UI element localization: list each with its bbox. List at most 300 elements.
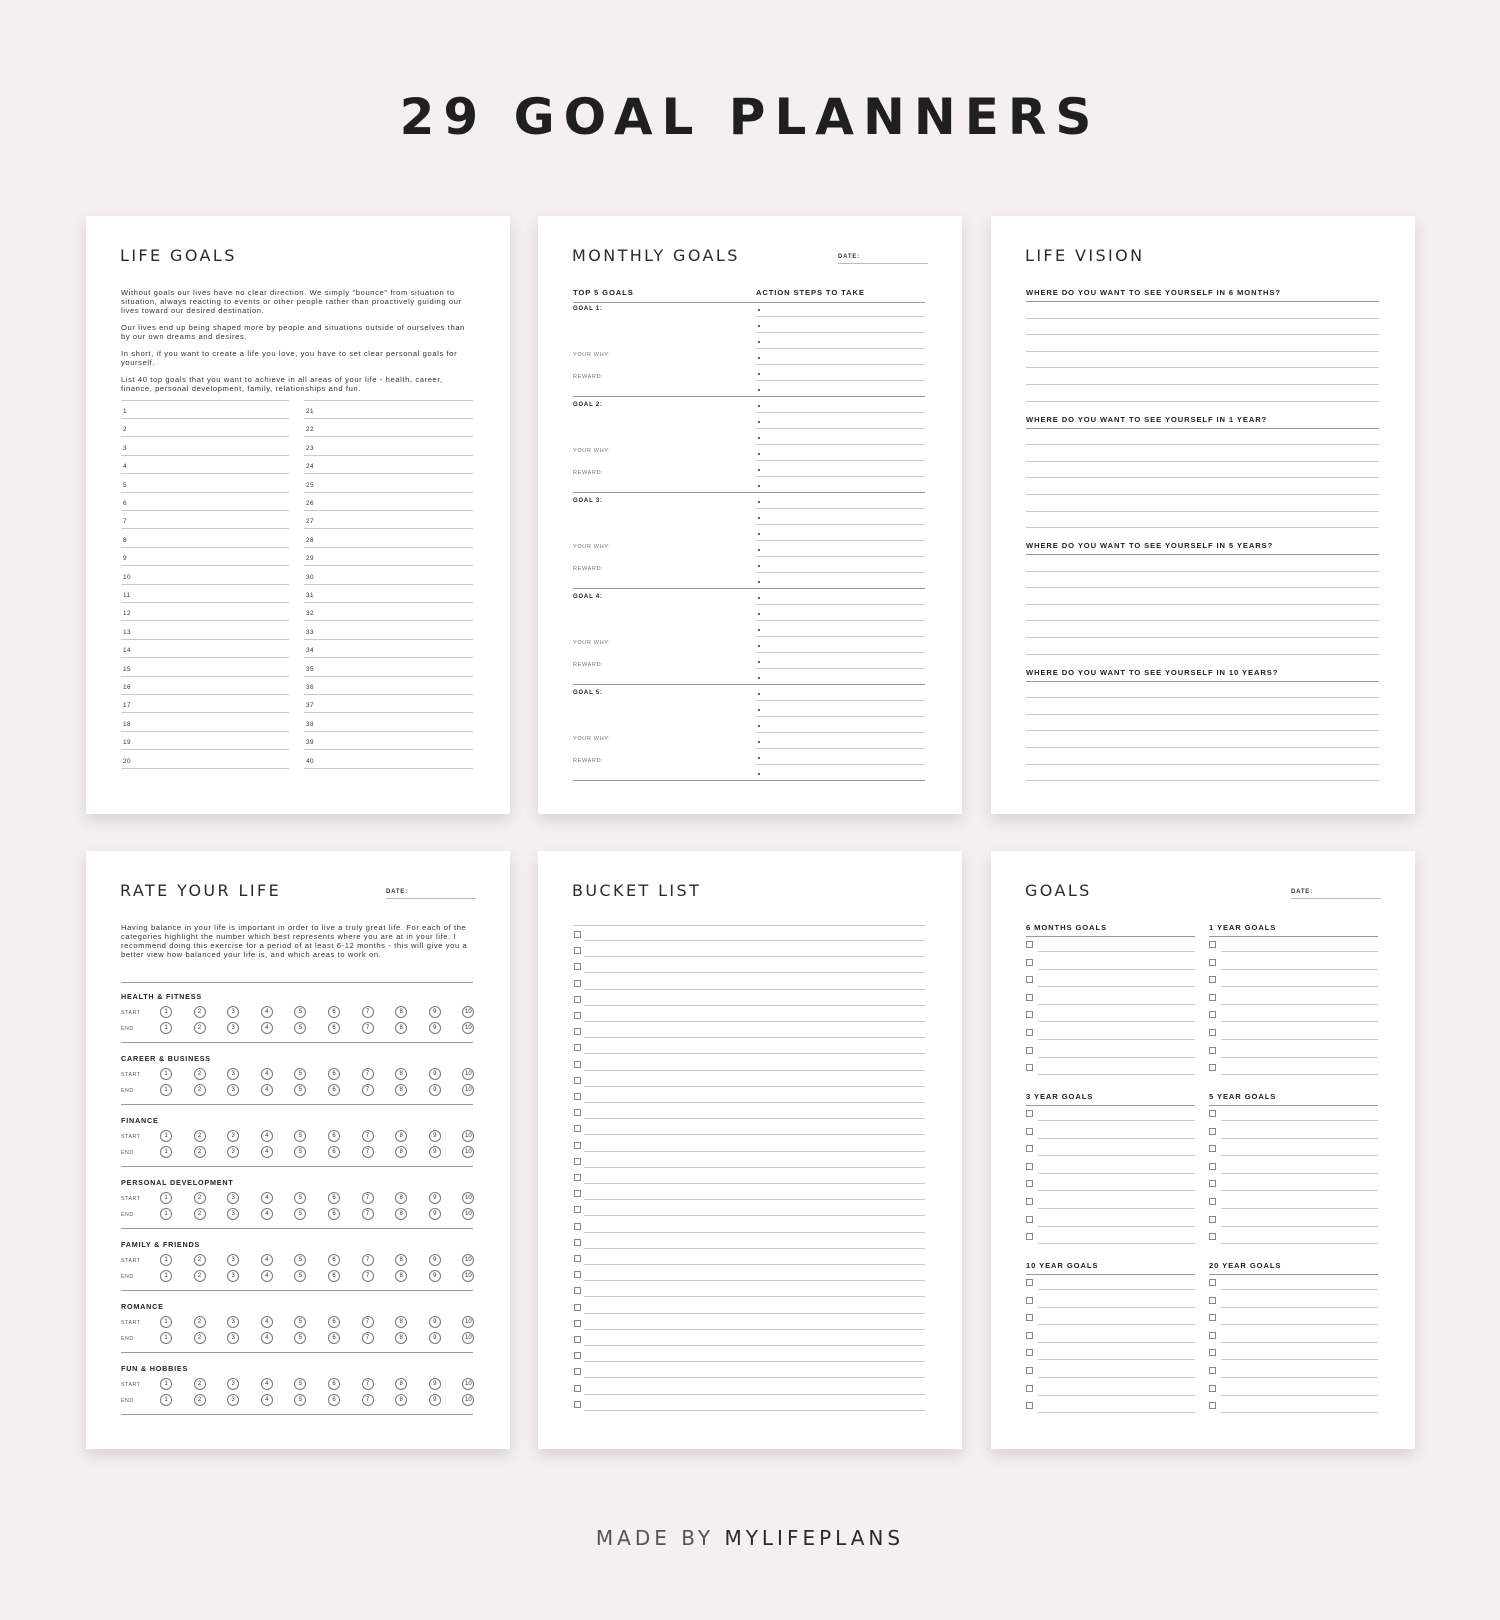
rating-circle[interactable]: 2	[194, 1130, 206, 1142]
rating-circle[interactable]: 10	[462, 1146, 474, 1158]
goal-line[interactable]	[304, 602, 473, 603]
rating-circle[interactable]: 6	[328, 1378, 340, 1390]
rating-circle[interactable]: 4	[261, 1254, 273, 1266]
checkbox[interactable]	[1209, 1314, 1216, 1321]
checkbox[interactable]	[1026, 1198, 1033, 1205]
bucket-line[interactable]	[584, 1410, 925, 1411]
bucket-line[interactable]	[584, 1021, 925, 1022]
checkbox[interactable]	[574, 1142, 581, 1149]
checkbox[interactable]	[1026, 1297, 1033, 1304]
rating-circle[interactable]: 1	[160, 1022, 172, 1034]
goal-line[interactable]	[1038, 1395, 1195, 1396]
checkbox[interactable]	[574, 931, 581, 938]
action-step-line[interactable]	[756, 476, 925, 477]
action-step-line[interactable]	[756, 700, 925, 701]
checkbox[interactable]	[1026, 1233, 1033, 1240]
bucket-line[interactable]	[584, 1102, 925, 1103]
goal-line[interactable]	[1221, 1120, 1378, 1121]
goal-line[interactable]	[1221, 986, 1378, 987]
rating-circle[interactable]: 7	[362, 1270, 374, 1282]
rating-circle[interactable]: 4	[261, 1316, 273, 1328]
answer-line[interactable]	[1026, 367, 1379, 368]
checkbox[interactable]	[1209, 1128, 1216, 1135]
goal-line[interactable]	[1038, 951, 1195, 952]
rating-circle[interactable]: 6	[328, 1084, 340, 1096]
checkbox[interactable]	[1026, 994, 1033, 1001]
goal-line[interactable]	[1038, 1243, 1195, 1244]
rating-circle[interactable]: 9	[429, 1208, 441, 1220]
checkbox[interactable]	[574, 1352, 581, 1359]
action-step-line[interactable]	[756, 524, 925, 525]
rating-circle[interactable]: 1	[160, 1084, 172, 1096]
checkbox[interactable]	[1209, 1110, 1216, 1117]
rating-circle[interactable]: 7	[362, 1332, 374, 1344]
bucket-line[interactable]	[584, 1070, 925, 1071]
goal-line[interactable]	[121, 436, 289, 437]
checkbox[interactable]	[1209, 1198, 1216, 1205]
checkbox[interactable]	[1026, 1029, 1033, 1036]
rating-circle[interactable]: 2	[194, 1084, 206, 1096]
goal-line[interactable]	[1221, 951, 1378, 952]
goal-line[interactable]	[1038, 1173, 1195, 1174]
goal-line[interactable]	[121, 510, 289, 511]
rating-circle[interactable]: 3	[227, 1084, 239, 1096]
rating-circle[interactable]: 2	[194, 1068, 206, 1080]
checkbox[interactable]	[1209, 1216, 1216, 1223]
rating-circle[interactable]: 2	[194, 1270, 206, 1282]
checkbox[interactable]	[1026, 1163, 1033, 1170]
checkbox[interactable]	[574, 1125, 581, 1132]
rating-circle[interactable]: 1	[160, 1316, 172, 1328]
goal-line[interactable]	[304, 639, 473, 640]
checkbox[interactable]	[1026, 1064, 1033, 1071]
goal-line[interactable]	[1038, 1138, 1195, 1139]
checkbox[interactable]	[574, 996, 581, 1003]
action-step-line[interactable]	[756, 332, 925, 333]
goal-line[interactable]	[304, 712, 473, 713]
checkbox[interactable]	[1026, 1110, 1033, 1117]
rating-circle[interactable]: 8	[395, 1022, 407, 1034]
goal-line[interactable]	[1221, 1190, 1378, 1191]
answer-line[interactable]	[1026, 764, 1379, 765]
rating-circle[interactable]: 8	[395, 1006, 407, 1018]
rating-circle[interactable]: 2	[194, 1146, 206, 1158]
rating-circle[interactable]: 10	[462, 1378, 474, 1390]
action-step-line[interactable]	[756, 316, 925, 317]
bucket-line[interactable]	[584, 1280, 925, 1281]
goal-line[interactable]	[121, 749, 289, 750]
answer-line[interactable]	[1026, 318, 1379, 319]
rating-circle[interactable]: 4	[261, 1192, 273, 1204]
checkbox[interactable]	[1209, 1180, 1216, 1187]
rating-circle[interactable]: 5	[294, 1208, 306, 1220]
goal-line[interactable]	[304, 418, 473, 419]
goal-line[interactable]	[1221, 1208, 1378, 1209]
goal-line[interactable]	[1038, 1120, 1195, 1121]
goal-line[interactable]	[1038, 1307, 1195, 1308]
bucket-line[interactable]	[584, 1361, 925, 1362]
checkbox[interactable]	[1209, 976, 1216, 983]
rating-circle[interactable]: 3	[227, 1146, 239, 1158]
goal-line[interactable]	[304, 436, 473, 437]
rating-circle[interactable]: 1	[160, 1332, 172, 1344]
checkbox[interactable]	[1209, 1145, 1216, 1152]
rating-circle[interactable]: 10	[462, 1006, 474, 1018]
checkbox[interactable]	[1026, 959, 1033, 966]
rating-circle[interactable]: 5	[294, 1022, 306, 1034]
rating-circle[interactable]: 10	[462, 1270, 474, 1282]
rating-circle[interactable]: 5	[294, 1316, 306, 1328]
rating-circle[interactable]: 6	[328, 1394, 340, 1406]
rating-circle[interactable]: 6	[328, 1130, 340, 1142]
rating-circle[interactable]: 1	[160, 1130, 172, 1142]
goal-line[interactable]	[121, 620, 289, 621]
goal-line[interactable]	[304, 584, 473, 585]
goal-line[interactable]	[1038, 1004, 1195, 1005]
rating-circle[interactable]: 4	[261, 1332, 273, 1344]
goal-line[interactable]	[1221, 1412, 1378, 1413]
rating-circle[interactable]: 6	[328, 1316, 340, 1328]
checkbox[interactable]	[574, 1061, 581, 1068]
rating-circle[interactable]: 2	[194, 1006, 206, 1018]
rating-circle[interactable]: 8	[395, 1378, 407, 1390]
goal-line[interactable]	[1221, 1395, 1378, 1396]
goal-line[interactable]	[121, 657, 289, 658]
rating-circle[interactable]: 5	[294, 1146, 306, 1158]
goal-line[interactable]	[121, 418, 289, 419]
checkbox[interactable]	[1026, 976, 1033, 983]
checkbox[interactable]	[574, 1206, 581, 1213]
answer-line[interactable]	[1026, 571, 1379, 572]
action-step-line[interactable]	[756, 540, 925, 541]
rating-circle[interactable]: 9	[429, 1332, 441, 1344]
checkbox[interactable]	[1026, 1332, 1033, 1339]
goal-line[interactable]	[1038, 1208, 1195, 1209]
checkbox[interactable]	[1026, 1314, 1033, 1321]
rating-circle[interactable]: 9	[429, 1084, 441, 1096]
goal-line[interactable]	[304, 547, 473, 548]
goal-line[interactable]	[121, 455, 289, 456]
action-step-line[interactable]	[756, 380, 925, 381]
goal-line[interactable]	[304, 731, 473, 732]
answer-line[interactable]	[1026, 697, 1379, 698]
rating-circle[interactable]: 7	[362, 1192, 374, 1204]
checkbox[interactable]	[574, 1044, 581, 1051]
checkbox[interactable]	[1026, 1145, 1033, 1152]
rating-circle[interactable]: 7	[362, 1394, 374, 1406]
rating-circle[interactable]: 4	[261, 1022, 273, 1034]
goal-line[interactable]	[304, 620, 473, 621]
rating-circle[interactable]: 7	[362, 1022, 374, 1034]
goal-line[interactable]	[121, 492, 289, 493]
rating-circle[interactable]: 4	[261, 1006, 273, 1018]
rating-circle[interactable]: 9	[429, 1192, 441, 1204]
rating-circle[interactable]: 3	[227, 1254, 239, 1266]
rating-circle[interactable]: 8	[395, 1192, 407, 1204]
goal-line[interactable]	[304, 492, 473, 493]
answer-line[interactable]	[1026, 604, 1379, 605]
bucket-line[interactable]	[584, 940, 925, 941]
bucket-line[interactable]	[584, 1005, 925, 1006]
rating-circle[interactable]: 1	[160, 1006, 172, 1018]
checkbox[interactable]	[1209, 1279, 1216, 1286]
checkbox[interactable]	[1026, 1367, 1033, 1374]
goal-line[interactable]	[1038, 1377, 1195, 1378]
rating-circle[interactable]: 10	[462, 1394, 474, 1406]
rating-circle[interactable]: 4	[261, 1130, 273, 1142]
goal-line[interactable]	[1038, 1324, 1195, 1325]
goal-line[interactable]	[121, 584, 289, 585]
action-step-line[interactable]	[756, 508, 925, 509]
rating-circle[interactable]: 9	[429, 1006, 441, 1018]
goal-line[interactable]	[1038, 1342, 1195, 1343]
bucket-line[interactable]	[584, 972, 925, 973]
rating-circle[interactable]: 8	[395, 1394, 407, 1406]
rating-circle[interactable]: 6	[328, 1254, 340, 1266]
rating-circle[interactable]: 7	[362, 1006, 374, 1018]
bucket-line[interactable]	[584, 1377, 925, 1378]
rating-circle[interactable]: 7	[362, 1254, 374, 1266]
rating-circle[interactable]: 4	[261, 1378, 273, 1390]
checkbox[interactable]	[1026, 941, 1033, 948]
action-step-line[interactable]	[756, 748, 925, 749]
checkbox[interactable]	[1026, 1180, 1033, 1187]
goal-line[interactable]	[1038, 1412, 1195, 1413]
rating-circle[interactable]: 10	[462, 1084, 474, 1096]
rating-circle[interactable]: 4	[261, 1068, 273, 1080]
checkbox[interactable]	[1026, 1385, 1033, 1392]
checkbox[interactable]	[1209, 1163, 1216, 1170]
checkbox[interactable]	[574, 1320, 581, 1327]
goal-line[interactable]	[1221, 1324, 1378, 1325]
rating-circle[interactable]: 6	[328, 1006, 340, 1018]
answer-line[interactable]	[1026, 780, 1379, 781]
rating-circle[interactable]: 5	[294, 1130, 306, 1142]
rating-circle[interactable]: 8	[395, 1332, 407, 1344]
rating-circle[interactable]: 3	[227, 1270, 239, 1282]
checkbox[interactable]	[1209, 1029, 1216, 1036]
rating-circle[interactable]: 4	[261, 1208, 273, 1220]
rating-circle[interactable]: 10	[462, 1316, 474, 1328]
rating-circle[interactable]: 6	[328, 1208, 340, 1220]
rating-circle[interactable]: 4	[261, 1394, 273, 1406]
rating-circle[interactable]: 3	[227, 1208, 239, 1220]
rating-circle[interactable]: 8	[395, 1146, 407, 1158]
rating-circle[interactable]: 9	[429, 1378, 441, 1390]
goal-line[interactable]	[121, 731, 289, 732]
rating-circle[interactable]: 1	[160, 1208, 172, 1220]
rating-circle[interactable]: 6	[328, 1068, 340, 1080]
goal-line[interactable]	[304, 768, 473, 769]
answer-line[interactable]	[1026, 351, 1379, 352]
checkbox[interactable]	[1026, 1011, 1033, 1018]
action-step-line[interactable]	[756, 428, 925, 429]
goal-line[interactable]	[1221, 1307, 1378, 1308]
goal-line[interactable]	[1221, 1243, 1378, 1244]
rating-circle[interactable]: 5	[294, 1006, 306, 1018]
rating-circle[interactable]: 8	[395, 1084, 407, 1096]
checkbox[interactable]	[1209, 959, 1216, 966]
rating-circle[interactable]: 4	[261, 1084, 273, 1096]
goal-line[interactable]	[121, 768, 289, 769]
action-step-line[interactable]	[756, 604, 925, 605]
rating-circle[interactable]: 2	[194, 1394, 206, 1406]
rating-circle[interactable]: 7	[362, 1208, 374, 1220]
rating-circle[interactable]: 1	[160, 1068, 172, 1080]
goal-line[interactable]	[121, 602, 289, 603]
action-step-line[interactable]	[756, 556, 925, 557]
goal-line[interactable]	[1038, 1359, 1195, 1360]
rating-circle[interactable]: 5	[294, 1332, 306, 1344]
checkbox[interactable]	[1026, 1047, 1033, 1054]
bucket-line[interactable]	[584, 1215, 925, 1216]
rating-circle[interactable]: 4	[261, 1270, 273, 1282]
answer-line[interactable]	[1026, 444, 1379, 445]
bucket-line[interactable]	[584, 1199, 925, 1200]
rating-circle[interactable]: 6	[328, 1022, 340, 1034]
action-step-line[interactable]	[756, 732, 925, 733]
checkbox[interactable]	[1209, 1011, 1216, 1018]
action-step-line[interactable]	[756, 652, 925, 653]
rating-circle[interactable]: 3	[227, 1316, 239, 1328]
rating-circle[interactable]: 3	[227, 1130, 239, 1142]
goal-line[interactable]	[1038, 1057, 1195, 1058]
goal-line[interactable]	[1221, 1074, 1378, 1075]
goal-line[interactable]	[1221, 1173, 1378, 1174]
rating-circle[interactable]: 6	[328, 1192, 340, 1204]
goal-line[interactable]	[121, 528, 289, 529]
action-step-line[interactable]	[756, 444, 925, 445]
rating-circle[interactable]: 8	[395, 1270, 407, 1282]
checkbox[interactable]	[574, 1223, 581, 1230]
answer-line[interactable]	[1026, 587, 1379, 588]
checkbox[interactable]	[1209, 1233, 1216, 1240]
bucket-line[interactable]	[584, 1151, 925, 1152]
rating-circle[interactable]: 2	[194, 1192, 206, 1204]
answer-line[interactable]	[1026, 714, 1379, 715]
goal-line[interactable]	[1221, 1155, 1378, 1156]
rating-circle[interactable]: 9	[429, 1394, 441, 1406]
rating-circle[interactable]: 1	[160, 1146, 172, 1158]
rating-circle[interactable]: 1	[160, 1192, 172, 1204]
checkbox[interactable]	[1209, 1064, 1216, 1071]
bucket-line[interactable]	[584, 1167, 925, 1168]
rating-circle[interactable]: 10	[462, 1068, 474, 1080]
rating-circle[interactable]: 8	[395, 1208, 407, 1220]
checkbox[interactable]	[574, 1336, 581, 1343]
checkbox[interactable]	[574, 1271, 581, 1278]
goal-line[interactable]	[304, 510, 473, 511]
checkbox[interactable]	[574, 963, 581, 970]
goal-line[interactable]	[1221, 1138, 1378, 1139]
bucket-line[interactable]	[584, 1053, 925, 1054]
rating-circle[interactable]: 8	[395, 1130, 407, 1142]
action-step-line[interactable]	[756, 620, 925, 621]
rating-circle[interactable]: 2	[194, 1316, 206, 1328]
goal-line[interactable]	[121, 694, 289, 695]
bucket-line[interactable]	[584, 1183, 925, 1184]
rating-circle[interactable]: 2	[194, 1022, 206, 1034]
checkbox[interactable]	[574, 947, 581, 954]
checkbox[interactable]	[1209, 1349, 1216, 1356]
rating-circle[interactable]: 10	[462, 1332, 474, 1344]
goal-line[interactable]	[121, 473, 289, 474]
checkbox[interactable]	[1026, 1128, 1033, 1135]
answer-line[interactable]	[1026, 511, 1379, 512]
goal-line[interactable]	[1221, 1039, 1378, 1040]
goal-line[interactable]	[121, 639, 289, 640]
rating-circle[interactable]: 7	[362, 1084, 374, 1096]
answer-line[interactable]	[1026, 654, 1379, 655]
goal-line[interactable]	[1221, 969, 1378, 970]
rating-circle[interactable]: 10	[462, 1130, 474, 1142]
bucket-line[interactable]	[584, 1329, 925, 1330]
goal-line[interactable]	[1038, 1289, 1195, 1290]
checkbox[interactable]	[574, 1304, 581, 1311]
rating-circle[interactable]: 2	[194, 1332, 206, 1344]
checkbox[interactable]	[574, 1077, 581, 1084]
rating-circle[interactable]: 7	[362, 1146, 374, 1158]
bucket-line[interactable]	[584, 1248, 925, 1249]
checkbox[interactable]	[1209, 1402, 1216, 1409]
rating-circle[interactable]: 5	[294, 1068, 306, 1080]
rating-circle[interactable]: 5	[294, 1378, 306, 1390]
goal-line[interactable]	[304, 455, 473, 456]
action-step-line[interactable]	[756, 572, 925, 573]
rating-circle[interactable]: 9	[429, 1254, 441, 1266]
checkbox[interactable]	[1209, 941, 1216, 948]
checkbox[interactable]	[574, 1012, 581, 1019]
checkbox[interactable]	[574, 1287, 581, 1294]
rating-circle[interactable]: 3	[227, 1332, 239, 1344]
checkbox[interactable]	[1026, 1402, 1033, 1409]
goal-line[interactable]	[1038, 1021, 1195, 1022]
rating-circle[interactable]: 7	[362, 1316, 374, 1328]
checkbox[interactable]	[1026, 1349, 1033, 1356]
answer-line[interactable]	[1026, 637, 1379, 638]
checkbox[interactable]	[574, 1093, 581, 1100]
checkbox[interactable]	[574, 1401, 581, 1408]
rating-circle[interactable]: 10	[462, 1254, 474, 1266]
checkbox[interactable]	[574, 1174, 581, 1181]
rating-circle[interactable]: 1	[160, 1378, 172, 1390]
answer-line[interactable]	[1026, 461, 1379, 462]
checkbox[interactable]	[574, 980, 581, 987]
checkbox[interactable]	[574, 1109, 581, 1116]
rating-circle[interactable]: 2	[194, 1378, 206, 1390]
checkbox[interactable]	[1209, 1047, 1216, 1054]
action-step-line[interactable]	[756, 348, 925, 349]
answer-line[interactable]	[1026, 620, 1379, 621]
bucket-line[interactable]	[584, 1264, 925, 1265]
answer-line[interactable]	[1026, 747, 1379, 748]
checkbox[interactable]	[574, 1028, 581, 1035]
rating-circle[interactable]: 10	[462, 1022, 474, 1034]
goal-line[interactable]	[304, 694, 473, 695]
rating-circle[interactable]: 1	[160, 1394, 172, 1406]
rating-circle[interactable]: 3	[227, 1006, 239, 1018]
answer-line[interactable]	[1026, 730, 1379, 731]
rating-circle[interactable]: 6	[328, 1270, 340, 1282]
answer-line[interactable]	[1026, 494, 1379, 495]
rating-circle[interactable]: 5	[294, 1394, 306, 1406]
action-step-line[interactable]	[756, 764, 925, 765]
goal-line[interactable]	[304, 749, 473, 750]
action-step-line[interactable]	[756, 668, 925, 669]
rating-circle[interactable]: 4	[261, 1146, 273, 1158]
bucket-line[interactable]	[584, 1345, 925, 1346]
action-step-line[interactable]	[756, 460, 925, 461]
